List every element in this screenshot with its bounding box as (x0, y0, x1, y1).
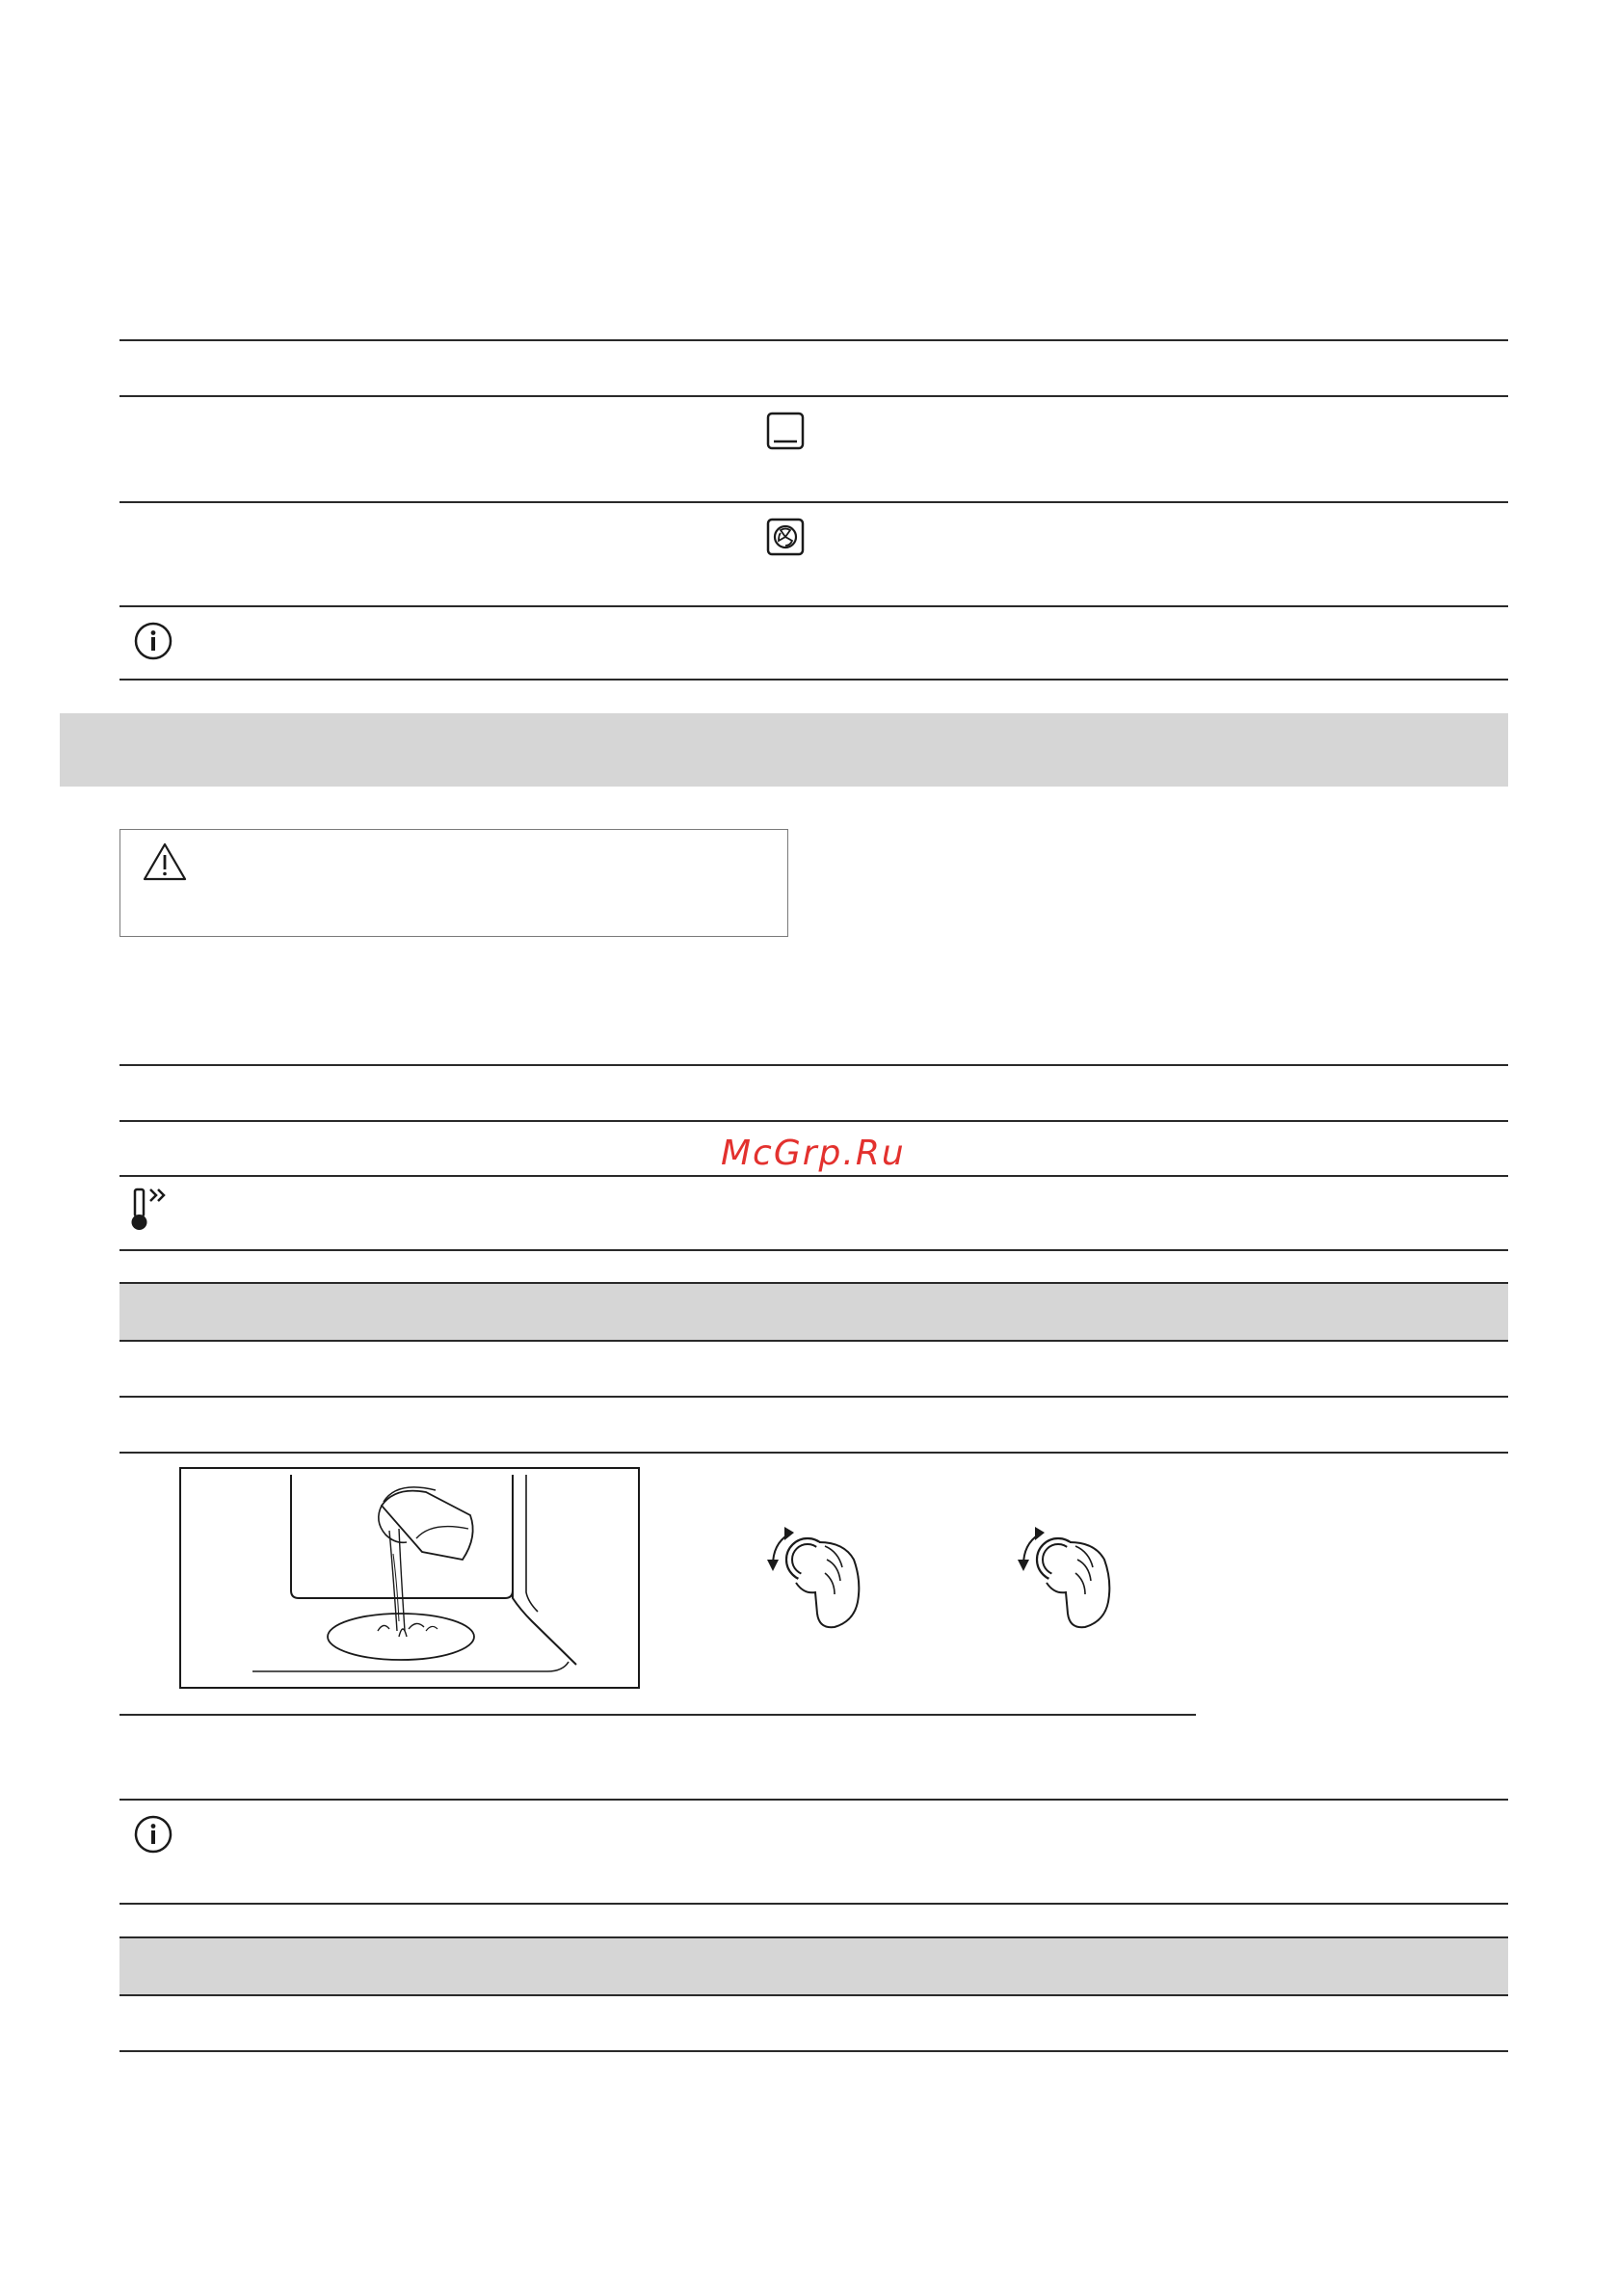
table-row-rule (119, 605, 1508, 607)
table3-shaded-header (119, 1938, 1508, 1994)
table2-row-rule (119, 1452, 1508, 1454)
table3-bottom-rule (119, 2050, 1508, 2052)
info-icon (133, 621, 173, 661)
table-top-rule (119, 339, 1508, 341)
oven-top-bottom-heat-icon (766, 412, 805, 450)
thermometer-fast-heat-icon (129, 1186, 179, 1234)
warning-box (119, 829, 788, 937)
band-bottom-rule (119, 1340, 1508, 1342)
warning-triangle-icon (142, 841, 188, 882)
figures-bottom-rule (119, 1714, 1196, 1716)
table2-row-rule (119, 1175, 1508, 1177)
note2-top-rule (119, 1799, 1508, 1801)
table-header-rule (119, 395, 1508, 397)
watermark-text: McGrp.Ru (721, 1134, 906, 1173)
table2-row-rule (119, 1120, 1508, 1122)
oven-fan-icon (766, 518, 805, 556)
table-row-rule (119, 501, 1508, 503)
info-icon (133, 1814, 173, 1855)
pouring-water-illustration (179, 1467, 640, 1689)
note-bottom-rule (119, 679, 1508, 681)
note2-bottom-rule (119, 1903, 1508, 1905)
hand-turning-knob-left (761, 1513, 877, 1639)
table2-row-rule (119, 1396, 1508, 1398)
table3-band-bottom-rule (119, 1994, 1508, 1996)
table2-row-rule (119, 1249, 1508, 1251)
table2-shaded-row (119, 1284, 1508, 1340)
hand-turning-knob-right (1012, 1513, 1127, 1639)
section-heading-band (60, 713, 1508, 787)
table2-top-rule (119, 1064, 1508, 1066)
